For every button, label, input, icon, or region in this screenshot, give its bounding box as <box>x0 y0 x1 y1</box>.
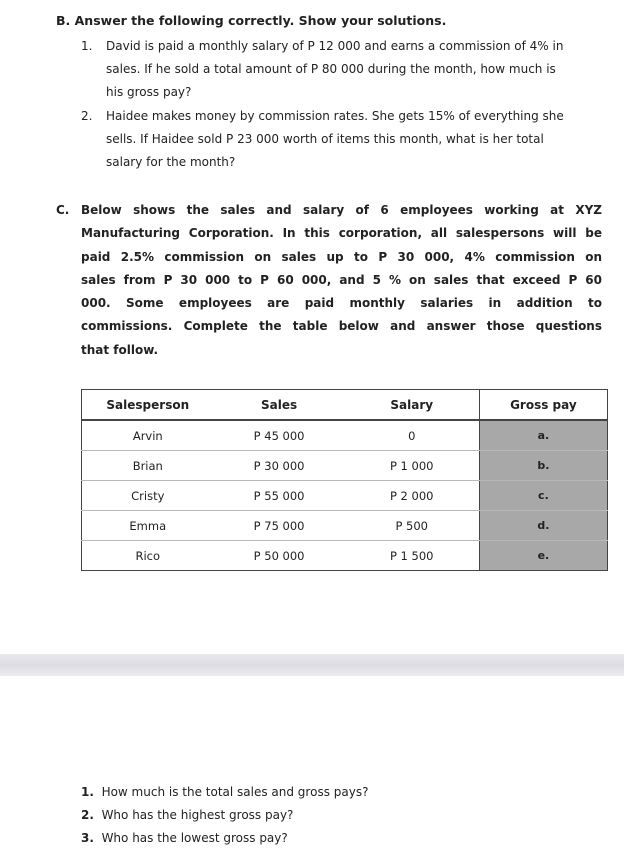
question-2-number: 2. <box>81 808 94 822</box>
cell-salesperson: Brian <box>82 451 214 481</box>
header-salary: Salary <box>345 390 480 421</box>
section-b-item-1-line-3: his gross pay? <box>106 85 192 99</box>
table-row <box>82 451 608 481</box>
table-row <box>82 541 608 571</box>
table-row <box>82 420 608 451</box>
cell-gross-pay[interactable]: d. <box>479 511 607 541</box>
section-b-item-2-line-2: sells. If Haidee sold P 23 000 worth of items this month, what is her total <box>106 132 544 146</box>
cell-salesperson: Rico <box>135 548 161 563</box>
section-c-line-1: Below shows the sales and salary of 6 employees working at XYZ <box>81 203 602 217</box>
question-1-text: How much is the total sales and gross pays? <box>101 785 369 799</box>
section-b-item-1 <box>106 35 603 104</box>
question-3-number: 3. <box>81 831 94 845</box>
cell-salary: 0 <box>345 420 480 451</box>
cell-salary: P 500 <box>345 511 480 541</box>
cell-salary: P 2 000 <box>345 481 480 511</box>
section-b-item-2-line-1: Haidee makes money by commission rates. She gets 15% of everything she <box>106 109 564 123</box>
section-b-item-2 <box>106 105 603 174</box>
cell-salesperson: Arvin <box>82 420 214 451</box>
section-c-line-7: that follow. <box>81 342 159 357</box>
section-c-line-3: paid 2.5% commission on sales up to P 30 000, 4% commission on <box>81 249 602 264</box>
cell-sales: P 75 000 <box>214 511 345 541</box>
section-b-item-2-line-3: salary for the month? <box>106 155 236 169</box>
table-row <box>82 511 608 541</box>
cell-salesperson: Cristy <box>82 481 214 511</box>
section-c-line-6: commissions. Complete the table below and answer those questions <box>81 319 602 334</box>
header-sales: Sales <box>214 390 345 421</box>
section-c-line-2: Manufacturing Corporation. In this corporation, all salespersons will be <box>81 226 602 241</box>
question-1 <box>81 781 368 804</box>
table-row <box>82 481 608 511</box>
section-b-heading: B. Answer the following correctly. Show your solutions. <box>56 13 447 28</box>
section-c-line-5: 000. Some employees are paid monthly salaries in addition to <box>81 296 602 311</box>
section-b-item-1-line-2: sales. If he sold a total amount of P 80 000 during the month, how much is <box>106 62 556 76</box>
section-b-item-1-line-1: David is paid a monthly salary of P 12 000 and earns a commission of 4% in <box>106 39 564 53</box>
question-1-number: 1. <box>81 785 94 799</box>
section-b-item-1-number: 1. <box>81 39 93 53</box>
cell-salary: P 1 500 <box>389 548 434 563</box>
page-break-divider <box>0 654 624 676</box>
section-c-label: C. <box>56 203 70 217</box>
cell-sales: P 50 000 <box>253 548 305 563</box>
header-gross-pay: Gross pay <box>479 390 607 421</box>
header-salesperson: Salesperson <box>82 390 214 421</box>
cell-sales: P 30 000 <box>214 451 345 481</box>
section-b-item-2-number: 2. <box>81 109 93 123</box>
questions-list <box>81 781 368 850</box>
cell-salary: P 1 000 <box>345 451 480 481</box>
cell-sales: P 45 000 <box>214 420 345 451</box>
cell-gross-pay[interactable]: b. <box>479 451 607 481</box>
cell-gross-pay[interactable]: e. <box>479 541 607 571</box>
salary-table <box>81 389 608 571</box>
question-2 <box>81 804 368 827</box>
cell-sales: P 55 000 <box>214 481 345 511</box>
question-3-text: Who has the lowest gross pay? <box>101 831 288 845</box>
section-c-line-4: sales from P 30 000 to P 60 000, and 5 % on sales that exceed P 60 <box>81 272 602 287</box>
question-2-text: Who has the highest gross pay? <box>101 808 294 822</box>
table-header-row <box>82 390 608 421</box>
question-3 <box>81 827 368 850</box>
cell-gross-pay[interactable]: a. <box>479 420 607 451</box>
section-c-paragraph <box>81 199 602 362</box>
cell-gross-pay[interactable]: c. <box>479 481 607 511</box>
cell-salesperson: Emma <box>82 511 214 541</box>
